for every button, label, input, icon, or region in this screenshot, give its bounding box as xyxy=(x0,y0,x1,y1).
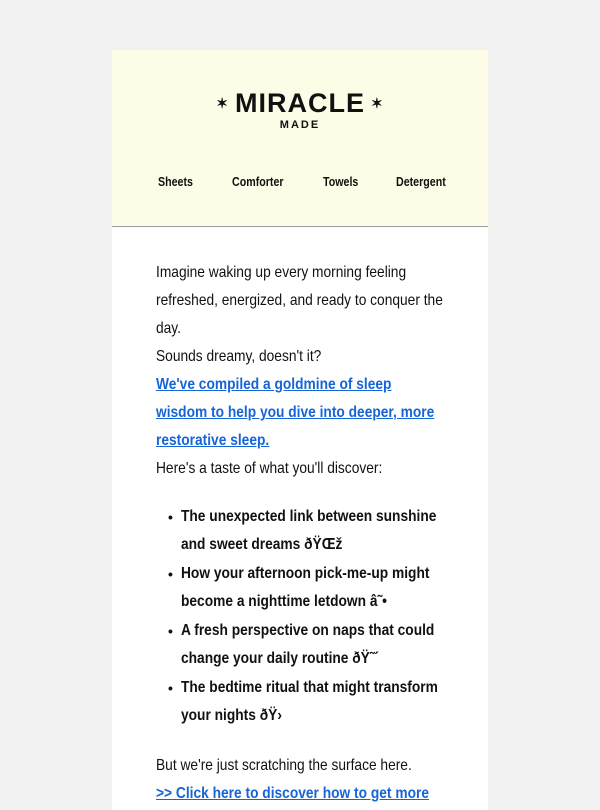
discover-list xyxy=(156,503,444,730)
bullet-icon: • xyxy=(168,566,173,582)
nav-link-sheets[interactable]: Sheets xyxy=(158,174,193,189)
logo-subtitle: MADE xyxy=(279,119,321,131)
bullet-icon: • xyxy=(168,680,173,696)
question-text: Sounds dreamy, doesn't it? xyxy=(156,348,322,365)
list-item: • A fresh perspective on naps that could change your daily routine ðŸ˜´ xyxy=(181,617,444,673)
list-item: • The unexpected link between sunshine and sweet dreams ðŸŒž xyxy=(181,503,444,559)
bullet-icon: • xyxy=(168,509,173,525)
star-icon-left: ✶ xyxy=(216,95,229,111)
brand-logo[interactable] xyxy=(112,88,488,131)
sleep-wisdom-link[interactable]: We've compiled a goldmine of sleep wisdom to help you dive into deeper, more restorative sleep. xyxy=(156,376,435,449)
list-item: • The bedtime ritual that might transform your nights ðŸ› xyxy=(181,674,444,730)
email-body xyxy=(112,227,488,808)
logo-main xyxy=(112,88,488,118)
intro-text: Imagine waking up every morning feeling refreshed, energized, and ready to conquer the day. xyxy=(156,264,443,337)
taste-text: Here's a taste of what you'll discover: xyxy=(156,460,383,477)
nav-link-comforter[interactable]: Comforter xyxy=(232,174,284,189)
discover-link-wrap xyxy=(156,780,444,808)
logo-name: MIRACLE xyxy=(235,88,365,118)
bullet-icon: • xyxy=(168,623,173,639)
scratching-text: But we're just scratching the surface here. xyxy=(156,757,412,774)
category-nav xyxy=(156,174,444,196)
list-item: • How your afternoon pick-me-up might become a nighttime letdown â˜• xyxy=(181,560,444,616)
email-container xyxy=(112,50,488,810)
sleep-wisdom-link-wrap xyxy=(156,371,444,455)
discover-more-link[interactable]: >> Click here to discover how to get more xyxy=(156,785,429,802)
nav-link-detergent[interactable]: Detergent xyxy=(396,174,446,189)
email-header xyxy=(112,50,488,227)
nav-link-towels[interactable]: Towels xyxy=(323,174,359,189)
star-icon-right: ✶ xyxy=(371,95,384,111)
